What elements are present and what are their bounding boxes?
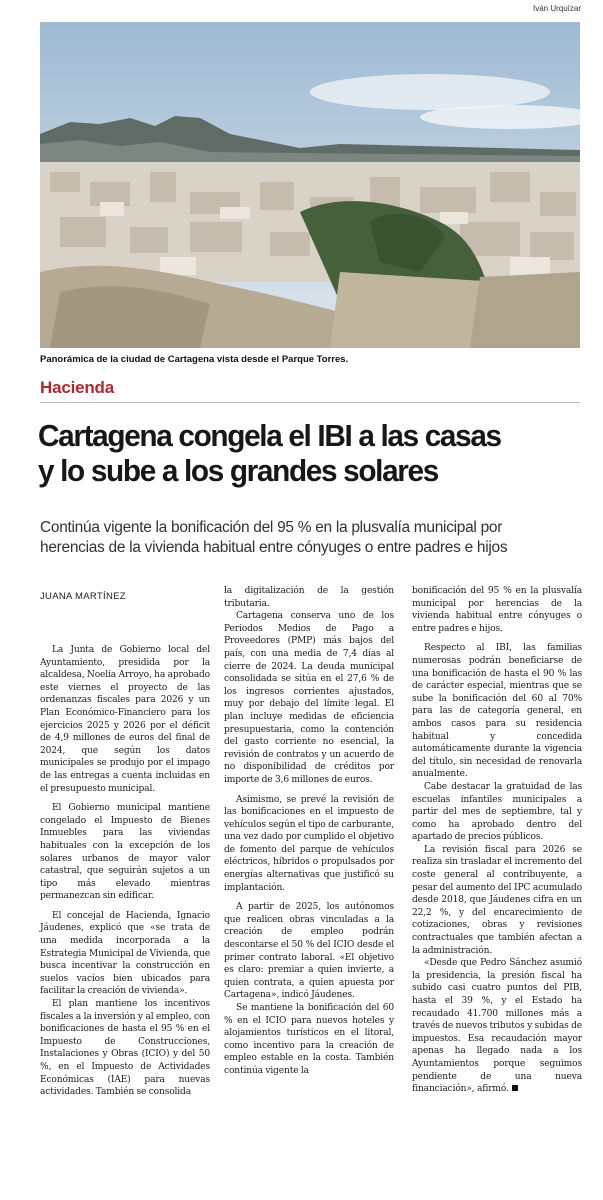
subheadline — [40, 518, 585, 558]
subheadline-line-1: Continúa vigente la bonificación del 95 % en la plusvalía municipal por — [40, 519, 503, 536]
author-byline: JUANA MARTÍNEZ — [40, 591, 126, 602]
paragraph-text: «Desde que Pedro Sánchez asumió la presidencia, la presión fiscal ha subido casi cuatro puntos del PIB, hasta el 39 %, y el Estado ha recaudado 41.700 millones más a través de nuevos tributos y subidas de impuestos. Esa recaudación mayor apenas ha llegado nada a los Ayuntamientos porque seguimos pendiente de una nueva financiación», afirmó. — [412, 958, 582, 1095]
section-label: Hacienda — [40, 378, 114, 397]
paragraph: El concejal de Hacienda, Ignacio Jáudenes, explicó que «se trata de una medida incorporada a la Estrategia Municipal de Vivienda, que busca incentivar la construcción en suelos vacíos bien ubicados para facilitar la creación de vivienda». — [40, 910, 210, 997]
paragraph: El plan mantiene los incentivos fiscales a la inversión y al empleo, con bonificaciones de hasta el 95 % en el Impuesto de Construcciones, Instalaciones y Obras (ICIO) y del 50 %, en el Impuesto de Actividades Económicas (IAE) para nuevas actividades. También se consolida — [40, 999, 210, 1098]
article-column-1 — [40, 644, 210, 1099]
paragraph-last — [412, 957, 582, 1096]
paragraph: Cartagena conserva uno de los Periodos Medios de Pago a Proveedores (PMP) más bajos del país, con una media de 7,4 días al cierre de 2024. La deuda municipal consolidada se sitúa en el 27,6 % de los ingresos corrientes ajustados, muy por debajo del límite legal. El plan incluye medidas de eficiencia presupuestaria, como la contención del gasto corriente no esencial, la revisión de contratos y un acuerdo de no disponibilidad de créditos por importe de 3,6 millones de euros. — [224, 611, 394, 785]
panorama-illustration — [40, 22, 580, 348]
paragraph: Respecto al IBI, las familias numerosas podrán beneficiarse de una bonificación de hasta el 90 % las de carácter especial, mientras que se sube la bonificación del 60 al 70% para las de categoría general, en ambos casos para su residencia habitual y concedida automáticamente durante la vigencia del título, sin necesidad de renovarla anualmente. — [412, 643, 582, 780]
article-column-3 — [412, 585, 582, 1096]
photo-caption: Panorámica de la ciudad de Cartagena vista desde el Parque Torres. — [40, 354, 349, 365]
headline — [38, 418, 566, 488]
paragraph: la digitalización de la gestión tributaria. — [224, 586, 394, 609]
headline-line-1: Cartagena congela el IBI a las casas — [38, 418, 501, 453]
subheadline-line-2: herencias de la vivienda habitual entre cónyuges o entre padres e hijos — [40, 539, 508, 556]
end-of-article-mark — [512, 1085, 518, 1091]
article-column-2 — [224, 585, 394, 1078]
section-divider — [40, 402, 580, 403]
paragraph: Asimismo, se prevé la revisión de las bonificaciones en el impuesto de vehículos según el tipo de carburante, una vez dado por cumplido el objetivo de fomento del parque de vehículos eléctricos, híbridos o propulsados por energías alternativas que justificó su implantación. — [224, 794, 394, 893]
paragraph: El Gobierno municipal mantiene congelado el Impuesto de Bienes Inmuebles para las viviendas habituales con la excepción de los solares urbanos de mayor valor catastral, que seguirán sujetos a un tipo más elevado mientras permanezcan sin edificar. — [40, 803, 210, 902]
photo-credit: Iván Urquízar — [532, 4, 581, 13]
paragraph: La Junta de Gobierno local del Ayuntamiento, presidida por la alcaldesa, Noelia Arroyo, ha aprobado este viernes el proyecto de las ordenanzas fiscales para 2026 y un Plan Económico-Financiero para los ejercicios 2025 y 2026 por el déficit de 4,9 millones de euros del final de 2024, que según los datos municipales se produjo por el impago de las entregas a cuenta incluidas en el presupuesto municipal. — [40, 645, 210, 794]
paragraph: bonificación del 95 % en la plusvalía municipal por herencias de la vivienda habitual entre cónyuges o entre padres e hijos. — [412, 586, 582, 634]
paragraph: Cabe destacar la gratuidad de las escuelas infantiles municipales a partir del mes de septiembre, tal y como ha aprobado dentro del apartado de precios públicos. — [412, 781, 582, 843]
headline-line-2: y lo sube a los grandes solares — [38, 453, 438, 488]
paragraph: Se mantiene la bonificación del 60 % en el ICIO para nuevos hoteles y alojamientos turísticos en el litoral, como incentivo para la creación de empleo estable en la costa. También continúa vigente la — [224, 1003, 394, 1076]
paragraph: A partir de 2025, los autónomos que realicen obras vinculadas a la creación de empleo podrán descontarse el 50 % del ICIO desde el primer contrato laboral. «El objetivo es claro: premiar a quien invierte, a quien contrata, a quien apuesta por Cartagena», indicó Jáudenes. — [224, 902, 394, 1001]
city-panorama-photo — [40, 22, 580, 348]
paragraph: La revisión fiscal para 2026 se realiza sin trasladar el incremento del coste general al contribuyente, a pesar del aumento del IPC acumulado desde 2018, que Jáudenes cifra en un 22,2 %, y del encarecimiento de cotizaciones, obras y revisiones contractuales que también afectan a la administración. — [412, 844, 582, 956]
